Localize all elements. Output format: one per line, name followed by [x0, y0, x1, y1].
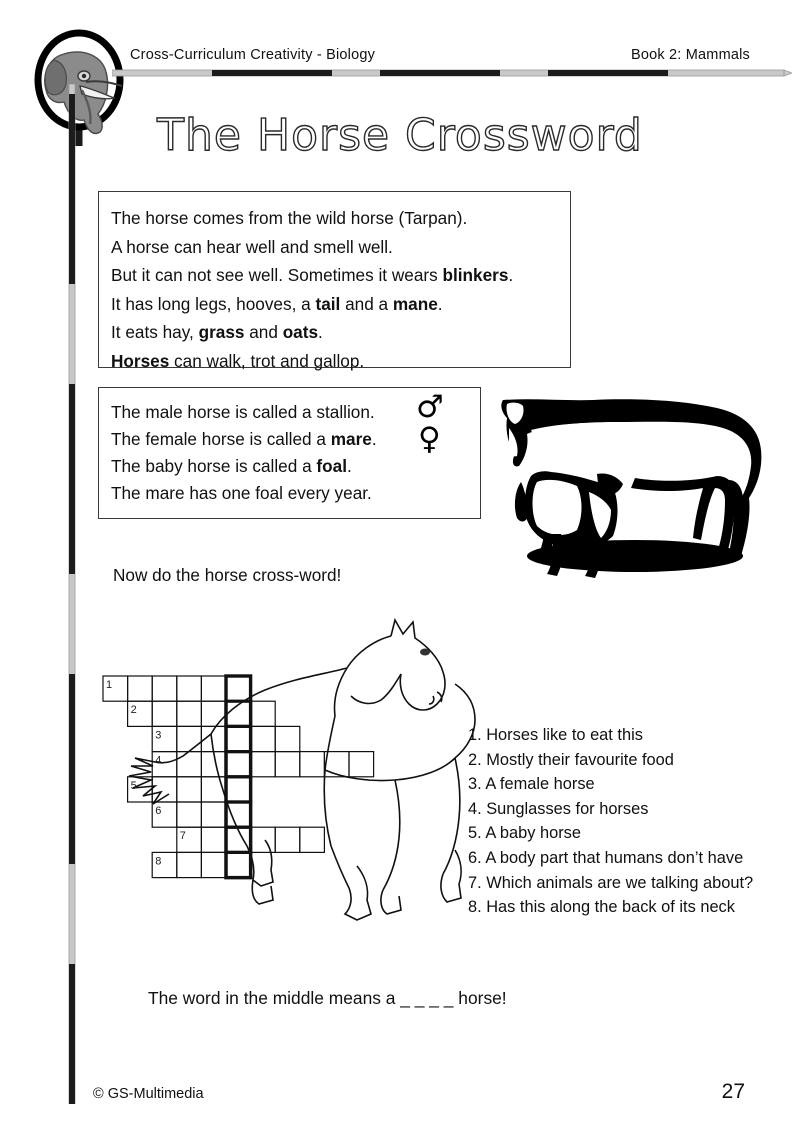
crossword-cell[interactable]: [349, 752, 374, 777]
crossword-cell[interactable]: [226, 752, 251, 777]
crossword-cell[interactable]: [226, 726, 251, 751]
family-line: The male horse is called a stallion.: [111, 402, 375, 422]
crossword-cell[interactable]: [201, 827, 226, 852]
page-title-text: The Horse Crossword: [157, 110, 643, 161]
fact-line: Horses can walk, trot and gallop.: [111, 350, 365, 371]
crossword-row-number: 2: [130, 704, 137, 717]
crossword-cell[interactable]: [177, 752, 202, 777]
crossword-cell[interactable]: [201, 777, 226, 802]
horse-facts-box: [98, 191, 571, 371]
crossword-cell[interactable]: [251, 827, 276, 852]
crossword-cell[interactable]: [177, 676, 202, 701]
fact-line: But it can not see well. Sometimes it wears blinkers.: [111, 265, 514, 285]
crossword-grid[interactable]: [95, 600, 495, 950]
crossword-cell[interactable]: [226, 802, 251, 827]
crossword-cell[interactable]: [226, 777, 251, 802]
crossword-row-number: 6: [155, 805, 162, 817]
answer-prompt: The word in the middle means a _ _ _ _ horse!: [148, 988, 507, 1008]
crossword-cell[interactable]: [275, 827, 300, 852]
crossword-cell[interactable]: [201, 852, 226, 877]
crossword-cell[interactable]: [128, 676, 153, 701]
crossword-cell[interactable]: [177, 802, 202, 827]
crossword-cell[interactable]: [275, 726, 300, 751]
family-line: The baby horse is called a foal.: [111, 456, 352, 476]
crossword-cell[interactable]: [300, 827, 325, 852]
page-title: [0, 104, 800, 166]
crossword-row-number: 7: [179, 830, 186, 843]
crossword-cell[interactable]: [201, 701, 226, 726]
clue-item: 1. Horses like to eat this: [468, 726, 643, 744]
crossword-cell[interactable]: [177, 777, 202, 802]
clue-item: 7. Which animals are we talking about?: [468, 873, 754, 892]
crossword-row-number: 5: [130, 779, 137, 792]
crossword-cell[interactable]: [201, 676, 226, 701]
fact-line: A horse can hear well and smell well.: [111, 236, 393, 257]
male-gender-icon: ♂: [416, 389, 444, 425]
instruction-text: Now do the horse cross-word!: [113, 565, 342, 585]
crossword-row-number: 4: [155, 754, 162, 767]
clue-item: 3. A female horse: [468, 775, 595, 794]
fact-line: It eats hay, grass and oats.: [111, 322, 323, 342]
crossword-cell[interactable]: [226, 827, 251, 852]
clue-item: 5. A baby horse: [468, 824, 581, 843]
header-right-title: Book 2: Mammals: [630, 47, 750, 63]
crossword-cell[interactable]: [226, 701, 251, 726]
crossword-row-number: 3: [155, 729, 162, 742]
crossword-cell[interactable]: [251, 726, 276, 751]
mare-and-foal-illustration: [485, 388, 785, 578]
header-divider-rule: [112, 66, 792, 80]
crossword-cell[interactable]: [251, 701, 276, 726]
clue-item: 4. Sunglasses for horses: [468, 799, 649, 818]
crossword-cell[interactable]: [275, 752, 300, 777]
crossword-cell[interactable]: [177, 852, 202, 877]
crossword-cell[interactable]: [152, 676, 177, 701]
crossword-cell[interactable]: [201, 752, 226, 777]
crossword-cell[interactable]: [152, 701, 177, 726]
clue-item: 2. Mostly their favourite food: [468, 750, 674, 769]
crossword-area: [95, 600, 495, 950]
crossword-row-number: 8: [155, 855, 162, 868]
fact-line: It has long legs, hooves, a tail and a mane.: [111, 293, 443, 314]
fact-line: The horse comes from the wild horse (Tarpan).: [111, 208, 468, 228]
crossword-cell[interactable]: [177, 701, 202, 726]
family-line: The mare has one foal every year.: [111, 483, 372, 503]
clue-list: [468, 723, 753, 920]
crossword-cell[interactable]: [201, 726, 226, 751]
left-margin-rule: [66, 84, 78, 1104]
footer-page-number: 27: [721, 1080, 745, 1103]
crossword-cell[interactable]: [300, 752, 325, 777]
crossword-cell[interactable]: [152, 777, 177, 802]
footer-copyright: © GS-Multimedia: [93, 1086, 204, 1102]
crossword-cell[interactable]: [201, 802, 226, 827]
crossword-cell[interactable]: [177, 726, 202, 751]
crossword-cell[interactable]: [226, 852, 251, 877]
header-left-title: Cross-Curriculum Creativity - Biology: [130, 47, 376, 63]
crossword-cell[interactable]: [251, 752, 276, 777]
clue-item: 8. Has this along the back of its neck: [468, 898, 735, 917]
female-gender-icon: ♀: [418, 421, 441, 457]
clue-item: 6. A body part that humans don’t have: [468, 848, 744, 867]
crossword-row-number: 1: [106, 679, 113, 691]
crossword-cell[interactable]: [324, 752, 349, 777]
family-line: The female horse is called a mare.: [111, 429, 377, 449]
